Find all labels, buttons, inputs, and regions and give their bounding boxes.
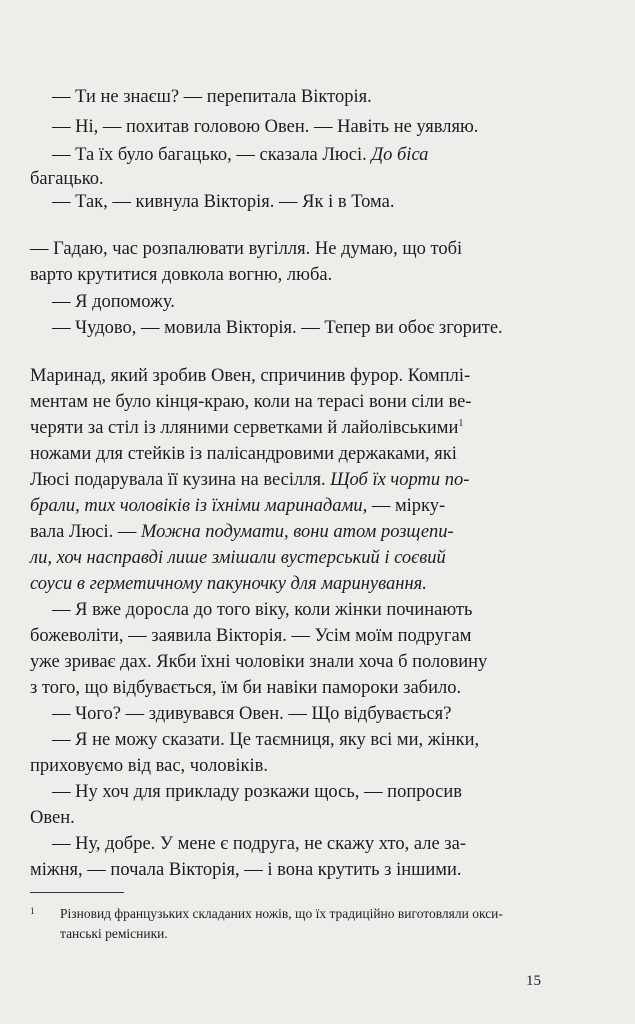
text-line: — Я вже доросла до того віку, коли жінки починають (52, 600, 473, 620)
text-line: — Ні, — похитав головою Овен. — Навіть не уявляю. (52, 117, 479, 137)
text-line: черяти за стіл із лляними серветками й лайолівськими$^1$ (30, 418, 464, 438)
footnote-divider (30, 892, 124, 893)
page-number: 15 (526, 973, 541, 989)
text-line: вала Люсі. — Можна подумати, вони атом розщепи- (30, 522, 454, 542)
text-line: ножами для стейків із палісандровими держаками, які (30, 444, 457, 464)
text-line: Люсі подарувала її кузина на весілля. Щоб їх чорти по- (30, 470, 470, 490)
text-line: — Я допоможу. (52, 292, 175, 312)
text-line: уже зриває дах. Якби їхні чоловіки знали хоча б половину (30, 652, 488, 672)
text-line: — Так, — кивнула Вікторія. — Як і в Тома. (52, 192, 395, 212)
text-line: — Ну, добре. У мене є подруга, не скажу хто, але за- (52, 834, 466, 854)
text-line: Маринад, який зробив Овен, спричинив фурор. Комплі- (30, 366, 471, 386)
text-line: міжня, — почала Вікторія, — і вона крутить з іншими. (30, 860, 462, 880)
text-line: — Ну хоч для прикладу розкажи щось, — попросив (52, 782, 463, 802)
text-line: багацько. (30, 169, 104, 189)
text-line: — Чого? — здивувався Овен. — Що відбувається? (52, 704, 452, 724)
text-line: — Я не можу сказати. Це таємниця, яку всі ми, жінки, (52, 730, 480, 750)
text-line: соуси в герметичному пакуночку для маринування. (30, 574, 427, 594)
text-line: ментам не було кінця-краю, коли на терасі вони сіли ве- (30, 392, 472, 412)
text-line: — Чудово, — мовила Вікторія. — Тепер ви обоє згорите. (52, 318, 503, 338)
text-line: — Ти не знаєш? — перепитала Вікторія. (52, 87, 372, 107)
text-line: брали, тих чоловіків із їхніми маринадами, — мірку- (30, 496, 446, 516)
text-line: ли, хоч насправді лише змішали вустерський і соєвий (30, 548, 446, 568)
text-line: варто крутитися довкола вогню, люба. (30, 265, 333, 285)
text-line: божеволіти, — заявила Вікторія. — Усім моїм подругам (30, 626, 472, 646)
text-line: Овен. (30, 808, 75, 828)
footnote-ref: 1 (458, 418, 464, 429)
text-line: з того, що відбувається, їм би навіки памороки забило. (30, 678, 462, 698)
footnote-mark: 1 (30, 906, 35, 916)
footnote-line: Різновид французьких складаних ножів, що їх традиційно виготовляли окси- (60, 906, 503, 921)
footnote-line: танські ремісники. (60, 926, 168, 941)
text-line: приховуємо від вас, чоловіків. (30, 756, 268, 776)
text-line: — Та їх було багацько, — сказала Люсі. До біса (52, 145, 429, 165)
text-line: — Гадаю, час розпалювати вугілля. Не думаю, що тобі (30, 239, 463, 259)
